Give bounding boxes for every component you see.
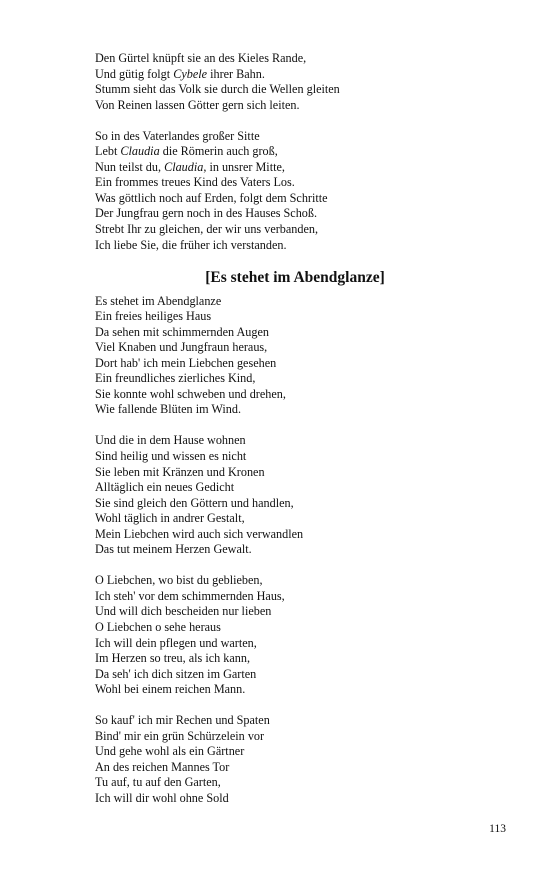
stanza xyxy=(95,51,495,113)
verse-line: Sie leben mit Kränzen und Kronen xyxy=(95,464,265,479)
poem-title: [Es stehet im Abendglanze] xyxy=(205,268,385,286)
verse-line: Ein freundliches zierliches Kind, xyxy=(95,371,256,386)
verse-line: Strebt Ihr zu gleichen, der wir uns verbanden, xyxy=(95,221,319,236)
verse-line: Ich liebe Sie, die früher ich verstanden. xyxy=(95,237,287,252)
verse-line: Bind' mir ein grün Schürzelein vor xyxy=(95,728,265,743)
verse-line: An des reichen Mannes Tor xyxy=(95,759,230,774)
verse-line: Lebt Claudia die Römerin auch groß, xyxy=(95,144,278,159)
verse-line: Stumm sieht das Volk sie durch die Wellen gleiten xyxy=(95,82,340,97)
verse-line: Sie konnte wohl schweben und drehen, xyxy=(95,386,286,401)
verse-line: Dort hab' ich mein Liebchen gesehen xyxy=(95,355,277,370)
italic-name: Claudia xyxy=(164,159,204,174)
verse-line: Und die in dem Hause wohnen xyxy=(95,433,246,448)
verse-line: So in des Vaterlandes großer Sitte xyxy=(95,128,260,143)
verse-line: Da sehen mit schimmernden Augen xyxy=(95,324,269,339)
verse-line: Wohl täglich in andrer Gestalt, xyxy=(95,511,245,526)
verse-line: Und gehe wohl als ein Gärtner xyxy=(95,744,245,759)
previous-poem-ending xyxy=(95,51,495,253)
verse-line: Und gütig folgt Cybele ihrer Bahn. xyxy=(95,66,265,81)
verse-line: Es stehet im Abendglanze xyxy=(95,293,222,308)
verse-line: O Liebchen, wo bist du geblieben, xyxy=(95,573,263,588)
verse-line: Was göttlich noch auf Erden, folgt dem Schritte xyxy=(95,190,328,205)
stanza xyxy=(95,129,495,253)
verse-line: Tu auf, tu auf den Garten, xyxy=(95,775,221,790)
stanza xyxy=(95,433,495,557)
verse-line: Im Herzen so treu, als ich kann, xyxy=(95,651,250,666)
poem-body xyxy=(95,294,495,807)
verse-line: Da seh' ich dich sitzen im Garten xyxy=(95,666,257,681)
verse-line: Ich will dir wohl ohne Sold xyxy=(95,790,229,805)
stanza xyxy=(95,713,495,806)
stanza xyxy=(95,294,495,418)
verse-line: Den Gürtel knüpft sie an des Kieles Rande, xyxy=(95,51,307,65)
verse-line: Ein frommes treues Kind des Vaters Los. xyxy=(95,175,295,190)
italic-name: Claudia xyxy=(120,144,160,159)
verse-line: Und will dich bescheiden nur lieben xyxy=(95,604,272,619)
verse-line: Das tut meinem Herzen Gewalt. xyxy=(95,542,252,557)
verse-line: Ich steh' vor dem schimmernden Haus, xyxy=(95,588,285,603)
verse-line: Mein Liebchen wird auch sich verwandlen xyxy=(95,526,304,541)
page-text xyxy=(95,51,495,822)
page-number: 113 xyxy=(489,823,506,835)
italic-name: Cybele xyxy=(173,66,208,81)
verse-line: So kauf' ich mir Rechen und Spaten xyxy=(95,713,270,728)
verse-line: Wie fallende Blüten im Wind. xyxy=(95,402,242,417)
verse-line: Sie sind gleich den Göttern und handlen, xyxy=(95,495,294,510)
verse-line: Ein freies heiliges Haus xyxy=(95,309,212,324)
stanza xyxy=(95,573,495,697)
verse-line: O Liebchen o sehe heraus xyxy=(95,619,221,634)
verse-line: Sind heilig und wissen es nicht xyxy=(95,448,247,463)
verse-line: Der Jungfrau gern noch in des Hauses Schoß. xyxy=(95,206,318,221)
verse-line: Nun teilst du, Claudia, in unsrer Mitte, xyxy=(95,159,285,174)
verse-line: Alltäglich ein neues Gedicht xyxy=(95,480,235,495)
verse-line: Viel Knaben und Jungfraun heraus, xyxy=(95,340,268,355)
verse-line: Von Reinen lassen Götter gern sich leiten. xyxy=(95,97,300,112)
verse-line: Wohl bei einem reichen Mann. xyxy=(95,682,246,697)
verse-line: Ich will dein pflegen und warten, xyxy=(95,635,257,650)
